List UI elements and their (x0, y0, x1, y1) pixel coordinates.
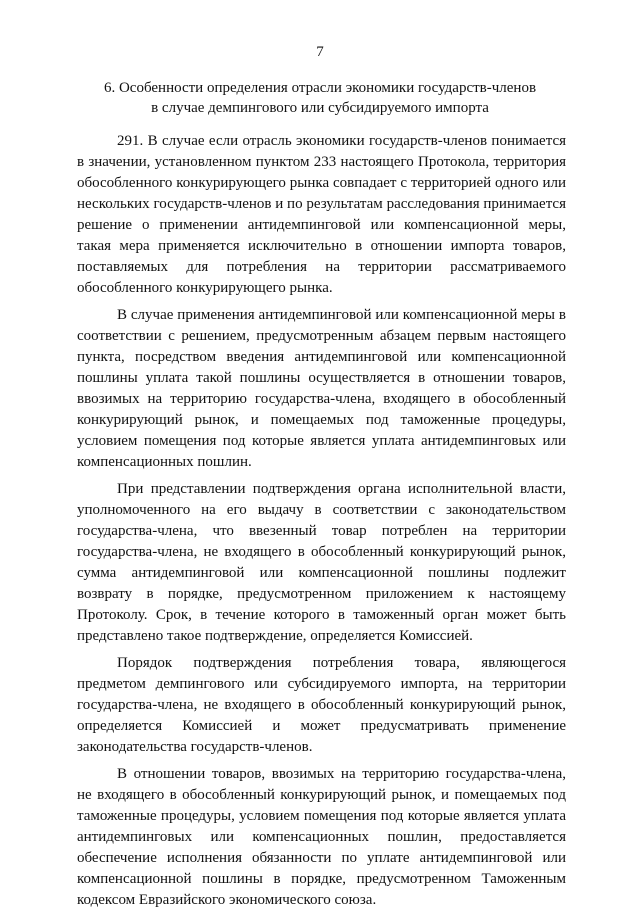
section-title (70, 78, 570, 118)
paragraph: При представлении подтверждения органа исполнительной власти, уполномоченного на его выдачу в соответствии с законодательством государства-члена, что ввезенный товар потреблен на территории государства-члена, не входящего в обособленный конкурирующий рынок, сумма антидемпинговой или компенсационной пошлины подлежит возврату в порядке, предусмотренном приложением к настоящему Протоколу. Срок, в течение которого в таможенный орган может быть представлено такое подтверждение, определяется Комиссией. (77, 481, 566, 644)
paragraph-291: 291. В случае если отрасль экономики государств-членов понимается в значении, установленном пунктом 233 настоящего Протокола, территория обособленного конкурирующего рынка совпадает с территорией одного или нескольких государств-членов и по результатам расследования принимается решение о применении антидемпинговой или компенсационной меры, такая мера применяется исключительно в отношении импорта товаров, поставляемых для потребления на территории рассматриваемого обособленного конкурирующего рынка. (77, 133, 566, 296)
paragraph: Порядок подтверждения потребления товара, являющегося предметом демпингового или субсидируемого импорта, на территории государства-члена, не входящего в обособленный конкурирующий рынок, определяется Комиссией и может предусматривать применение законодательства государств-членов. (77, 655, 566, 755)
document-body (77, 131, 566, 917)
paragraph: В случае применения антидемпинговой или компенсационной меры в соответствии с решением, предусмотренным абзацем первым настоящего пункта, посредством введения антидемпинговой или компенсационной пошлины уплата такой пошлины осуществляется в отношении товаров, ввозимых на территорию государства-члена, входящего в обособленный конкурирующий рынок, и помещаемых под таможенные процедуры, условием помещения под которые является уплата антидемпинговых или компенсационных пошлин. (77, 307, 566, 470)
section-title-line-2: в случае демпингового или субсидируемого импорта (151, 100, 489, 116)
section-title-line-1: 6. Особенности определения отрасли экономики государств-членов (103, 80, 537, 96)
paragraph: В отношении товаров, ввозимых на территорию государства-члена, не входящего в обособленный конкурирующий рынок, и помещаемых под таможенные процедуры, условием помещения под которые является уплата антидемпинговых или компенсационных пошлин, предоставляется обеспечение исполнения обязанности по уплате антидемпинговой или компенсационной пошлины в порядке, предусмотренном Таможенным кодексом Евразийского экономического союза. (77, 766, 566, 908)
page-number: 7 (316, 44, 324, 60)
